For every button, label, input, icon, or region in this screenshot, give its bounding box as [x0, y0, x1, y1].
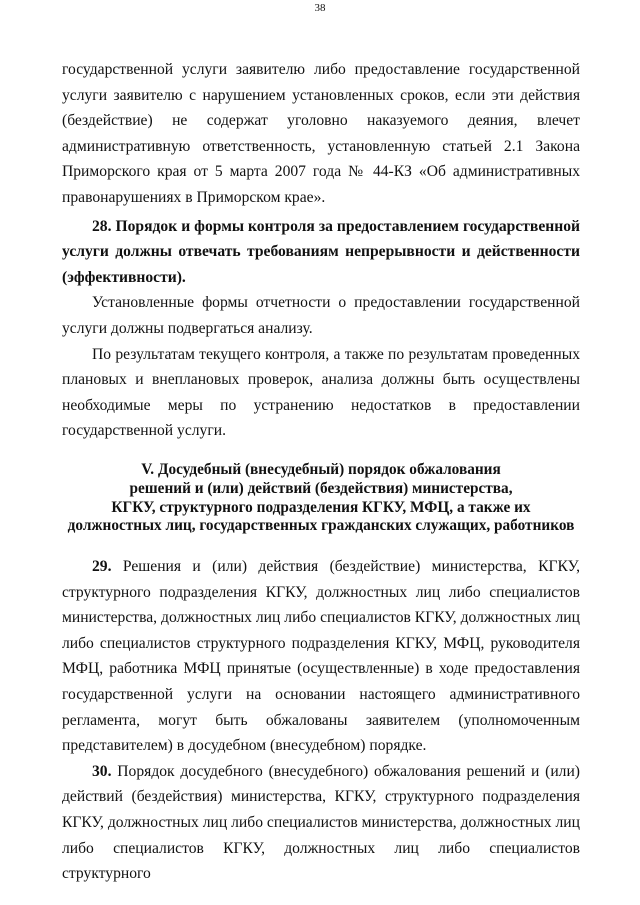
section-heading-line-2: решений и (или) действий (бездействия) министерства, — [129, 479, 513, 497]
document-body — [62, 57, 580, 887]
paragraph-29 — [62, 554, 580, 759]
paragraph-30 — [62, 759, 580, 887]
paragraph-continuation: государственной услуги заявителю либо предоставление государственной услуги заявителю с нарушением установленных сроков, если эти действия (бездействие) не содержат уголовно наказуемого деяния, влечет административную ответственность, установленную статьей 2.1 Закона Приморского края от 5 марта 2007 года № 44-КЗ «Об административных правонарушениях в Приморском крае». — [62, 61, 580, 206]
section-heading-line-4: должностных лиц, государственных гражданских служащих, работников — [67, 517, 575, 535]
paragraph-28: 28. Порядок и формы контроля за предоставлением государственной услуги должны отвечать требованиям непрерывности и действенности (эффективности). — [62, 217, 580, 286]
section-heading-line-1: V. Досудебный (внесудебный) порядок обжалования — [141, 460, 501, 478]
paragraph-30-text: Порядок досудебного (внесудебного) обжалования решений и (или) действий (бездействия) министерства, КГКУ, структурного подразделения КГКУ, должностных лиц либо специалистов министерства, должностных лиц либо специалистов КГКУ, должностных лиц либо специалистов структурного — [62, 762, 580, 883]
paragraph-reporting: Установленные формы отчетности о предоставлении государственной услуги должны подвергаться анализу. — [62, 294, 580, 337]
paragraph-30-number: 30. — [92, 762, 112, 780]
section-heading — [62, 461, 580, 536]
paragraph-29-text: Решения и (или) действия (бездействие) министерства, КГКУ, структурного подразделения КГКУ, должностных лиц либо специалистов министерства, должностных лиц либо специалистов КГКУ, должностных лиц либо специалистов структурного подразделения КГКУ, МФЦ, руководителя МФЦ, работника МФЦ принятые (осуществленные) в ходе предоставления государственной услуги на основании настоящего административного регламента, могут быть обжалованы заявителем (уполномоченным представителем) в досудебном (внесудебном) порядке. — [62, 558, 580, 755]
paragraph-control-results: По результатам текущего контроля, а также по результатам проведенных плановых и внеплановых проверок, анализа должны быть осуществлены необходимые меры по устранению недостатков в предоставлении государственной услуги. — [62, 345, 580, 440]
page-number: 38 — [314, 2, 326, 14]
paragraph-29-number: 29. — [92, 558, 112, 576]
section-heading-line-3: КГКУ, структурного подразделения КГКУ, МФЦ, а также их — [111, 498, 531, 516]
